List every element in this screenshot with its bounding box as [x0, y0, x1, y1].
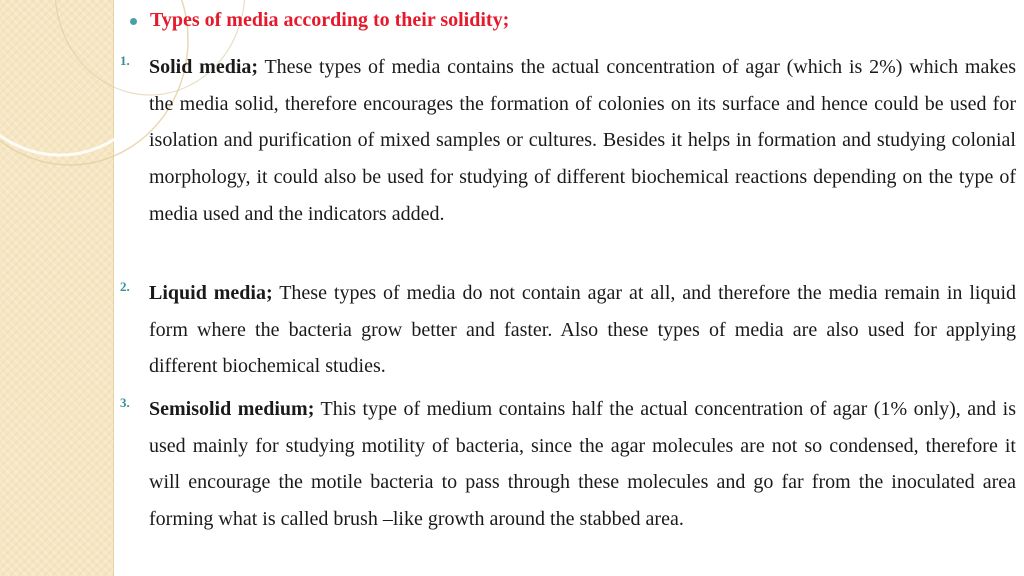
slide-heading [130, 9, 509, 32]
item-number: 2. [120, 279, 130, 294]
item-paragraph [149, 391, 1016, 538]
item-text: These types of media do not contain agar at all, and therefore the media remain in liquid form where the bacteria grow better and faster. Also these types of media are also used for applying different biochemical studies. [149, 282, 1017, 378]
item-term: Semisolid medium; [149, 398, 315, 420]
item-paragraph [149, 49, 1016, 233]
list-item-semisolid-medium [120, 391, 1016, 538]
decorative-sidebar [0, 0, 114, 576]
item-term: Solid media; [149, 56, 259, 78]
list-item-solid-media [120, 49, 1016, 233]
item-text: This type of medium contains half the actual concentration of agar (1% only), and is used mainly for studying motility of bacteria, since the agar molecules are not so condensed, therefore it will encourage the motile bacteria to pass through these molecules and go far from the inoculated area forming what is called brush –like growth around the stabbed area. [149, 398, 1016, 531]
item-number: 3. [120, 395, 130, 410]
item-number: 1. [120, 53, 130, 68]
item-term: Liquid media; [149, 282, 273, 304]
item-paragraph [149, 275, 1016, 385]
heading-text: Types of media according to their solidity; [150, 9, 510, 31]
bullet-dot-icon [130, 18, 137, 25]
item-text: These types of media contains the actual concentration of agar (which is 2%) which makes the media solid, therefore encourages the formation of colonies on its surface and hence could be used for isolation and purification of mixed samples or cultures. Besides it helps in formation and studying colonial morphology, it could also be used for studying of different biochemical reactions depending on the type of media used and the indicators added. [149, 56, 1016, 225]
list-item-liquid-media [120, 275, 1016, 385]
